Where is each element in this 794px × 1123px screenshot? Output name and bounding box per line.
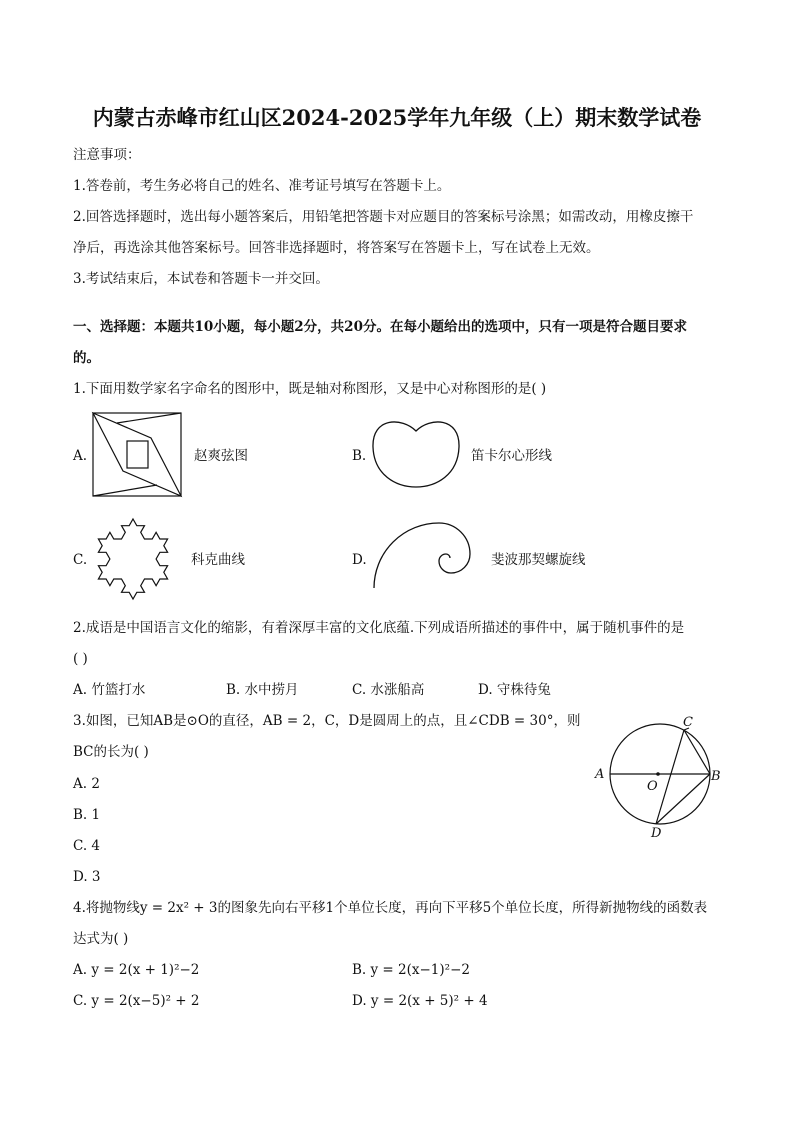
- q1-option-b-letter: B.: [352, 448, 367, 464]
- q2-option-a: A. 竹篮打水: [73, 682, 146, 698]
- q3-option-c: C. 4: [73, 838, 101, 854]
- section-heading-cont: 的。: [73, 350, 100, 366]
- q1-option-c-caption: 科克曲线: [191, 552, 245, 568]
- fibonacci-spiral: [370, 510, 480, 590]
- zhao-shuang-diagram: [93, 413, 183, 497]
- q1-stem: 1.下面用数学家名字命名的图形中，既是轴对称图形，又是中心对称图形的是( ): [73, 381, 547, 397]
- q1-option-d-caption: 斐波那契螺旋线: [491, 552, 586, 568]
- label-b: B: [711, 769, 721, 784]
- cardioid-curve: [372, 417, 460, 489]
- q4-stem-cont: 达式为( ): [73, 931, 129, 947]
- q1-option-d-letter: D.: [352, 552, 367, 568]
- q4-option-b: B. y = 2(x−1)²−2: [352, 962, 470, 978]
- label-c: C: [683, 715, 693, 730]
- label-o: O: [647, 779, 658, 794]
- q1-option-a-caption: 赵爽弦图: [194, 448, 248, 464]
- q3-stem-cont: BC的长为( ): [73, 744, 149, 760]
- q4-option-c: C. y = 2(x−5)² + 2: [73, 993, 200, 1009]
- notice-item-2: 2.回答选择题时，选出每小题答案后，用铅笔把答题卡对应题目的答案标号涂黑；如需改动，用橡皮擦干: [73, 209, 694, 225]
- label-d: D: [651, 826, 662, 841]
- label-a: A: [595, 767, 605, 782]
- q2-stem: 2.成语是中国语言文化的缩影，有着深厚丰富的文化底蕴.下列成语所描述的事件中，属于随机事件的是: [73, 620, 685, 636]
- q2-option-b: B. 水中捞月: [226, 682, 299, 698]
- q1-option-a-letter: A.: [73, 448, 88, 464]
- q3-option-d: D. 3: [73, 869, 101, 885]
- notice-item-1: 1.答卷前，考生务必将自己的姓名、准考证号填写在答题卡上。: [73, 178, 451, 194]
- q3-option-a: A. 2: [73, 776, 100, 792]
- notice-item-3: 3.考试结束后，本试卷和答题卡一并交回。: [73, 271, 329, 287]
- q2-stem-cont: ( ): [73, 651, 88, 667]
- q3-option-b: B. 1: [73, 807, 101, 823]
- page-title: 内蒙古赤峰市红山区2024-2025学年九年级（上）期末数学试卷: [92, 105, 702, 130]
- notice-item-2-cont: 净后，再选涂其他答案标号。回答非选择题时，将答案写在答题卡上，写在试卷上无效。: [73, 240, 600, 256]
- q2-option-c: C. 水涨船高: [352, 682, 425, 698]
- q4-option-a: A. y = 2(x + 1)²−2: [73, 962, 200, 978]
- q3-stem: 3.如图，已知AB是⊙O的直径，AB = 2，C，D是圆周上的点，且∠CDB = 30°，则: [73, 713, 581, 729]
- q1-option-c-letter: C.: [73, 552, 88, 568]
- q4-option-d: D. y = 2(x + 5)² + 4: [352, 993, 488, 1009]
- section-heading: 一、选择题：本题共10小题，每小题2分，共20分。在每小题给出的选项中，只有一项是符合题目要求: [73, 319, 687, 335]
- q4-stem: 4.将抛物线y = 2x² + 3的图象先向右平移1个单位长度，再向下平移5个单位长度，所得新抛物线的函数表: [73, 900, 708, 916]
- notice-heading: 注意事项：: [73, 147, 141, 163]
- koch-curve: [88, 512, 178, 602]
- q2-option-d: D. 守株待兔: [478, 682, 551, 698]
- circle-geometry-figure: [590, 712, 730, 842]
- q1-option-b-caption: 笛卡尔心形线: [471, 448, 552, 464]
